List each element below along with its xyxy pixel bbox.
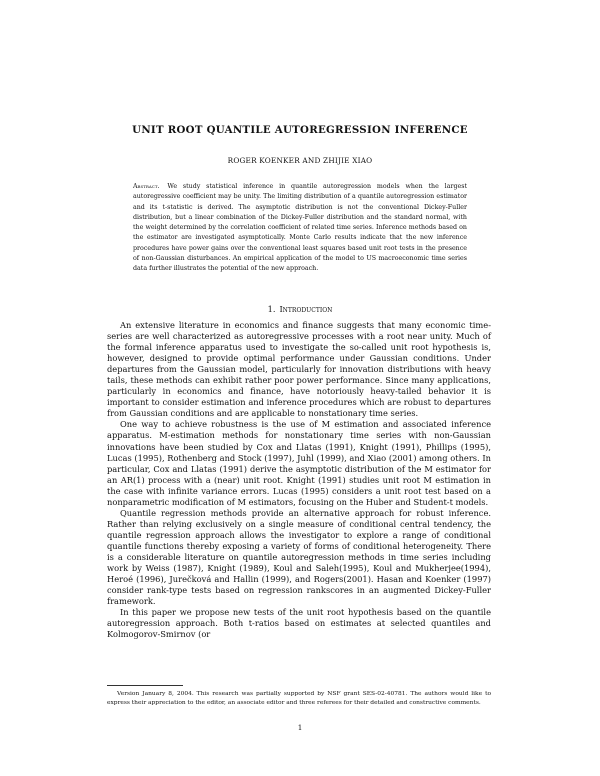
- paper-title: UNIT ROOT QUANTILE AUTOREGRESSION INFERENCE: [132, 124, 468, 136]
- body-text: [107, 320, 491, 640]
- section-name: Introduction: [279, 304, 333, 314]
- page-number: 1: [297, 723, 303, 732]
- section-heading: [0, 304, 600, 314]
- abstract: [133, 182, 467, 274]
- paragraph: One way to achieve robustness is the use of M estimation and associated inference apparatus. M-estimation methods for nonstationary time series with non-Gaussian innovations have been studied by Cox and Llatas (1991), Knight (1991), Phillips (1995), Lucas (1995), Rothenberg and Stock (1997), Juhl (1999), and Xiao (2001) among others. In particular, Cox and Llatas (1991) derive the asymptotic distribution of the M estimator for an AR(1) process with a (near) unit root. Knight (1991) studies unit root M estimation in the case with infinite variance errors. Lucas (1995) considers a unit root test based on a nonparametric modification of M estimators, focusing on the Huber and Student-t models.: [107, 419, 491, 507]
- footnote: Version January 8, 2004. This research was partially supported by NSF grant SES-02-40781. The authors would like to express their appreciation to the editor, an associate editor and three referees for their detailed and constructive comments.: [107, 691, 491, 707]
- paragraph: Quantile regression methods provide an alternative approach for robust inference. Rather than relying exclusively on a single measure of conditional central tendency, the quantile regression approach allows the investigator to explore a range of conditional quantile functions thereby exposing a variety of forms of conditional heterogeneity. There is a considerable literature on quantile autoregression methods in time series including work by Weiss (1987), Knight (1989), Koul and Saleh(1995), Koul and Mukherjee(1994), Heroé (1996), Jurečková and Hallin (1999), and Rogers(2001). Hasan and Koenker (1997) consider rank-type tests based on regression rankscores in an augmented Dickey-Fuller framework.: [107, 507, 491, 607]
- footnote-divider: [107, 685, 183, 686]
- paragraph: In this paper we propose new tests of the unit root hypothesis based on the quantile autoregression approach. Both t-ratios based on estimates at selected quantiles and Kolmogorov-Smirnov (or: [107, 607, 491, 640]
- abstract-label: Abstract.: [133, 183, 160, 190]
- abstract-text: We study statistical inference in quantile autoregression models when the largest autoregressive coefficient may be unity. The limiting distribution of a quantile autoregression estimator and its t-statistic is derived. The asymptotic distribution is not the conventional Dickey-Fuller distribution, but a linear combination of the Dickey-Fuller distribution and the standard normal, with the weight determined by the correlation coefficient of related time series. Inference methods based on the estimator are investigated asymptotically. Monte Carlo results indicate that the new inference procedures have power gains over the conventional least squares based unit root tests in the presence of non-Gaussian disturbances. An empirical application of the model to US macroeconomic time series data further illustrates the potential of the new approach.: [133, 183, 467, 272]
- paper-authors: ROGER KOENKER AND ZHIJIE XIAO: [227, 156, 373, 165]
- paragraph: An extensive literature in economics and finance suggests that many economic time-series are well characterized as autoregressive processes with a root near unity. Much of the formal inference apparatus used to investigate the so-called unit root hypothesis is, however, designed to provide optimal performance under Gaussian conditions. Under departures from the Gaussian model, particularly for innovation distributions with heavy tails, these methods can exhibit rather poor power performance. Since many applications, particularly in economics and finance, have notoriously heavy-tailed behavior it is important to consider estimation and inference procedures which are robust to departures from Gaussian conditions and are applicable to nonstationary time series.: [107, 320, 491, 419]
- section-number: 1.: [267, 304, 276, 314]
